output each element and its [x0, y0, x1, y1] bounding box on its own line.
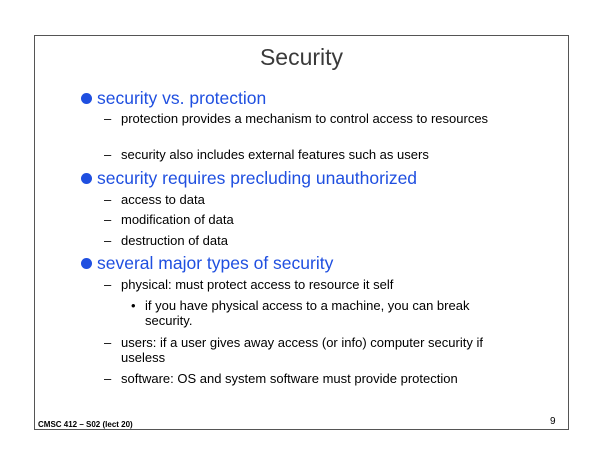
bullet-text: security requires precluding unauthorized [97, 168, 418, 188]
slide-footer: CMSC 412 – S02 (lect 20) [38, 420, 133, 429]
page-number: 9 [550, 416, 556, 427]
subsub-text: if you have physical access to a machine, you can break security. [145, 298, 470, 328]
dash-marker: – [104, 212, 112, 227]
dash-marker: – [104, 233, 112, 248]
sub-text: destruction of data [121, 233, 228, 248]
dash-marker: – [104, 277, 112, 292]
dash-marker: – [104, 111, 112, 126]
dash-marker: – [104, 192, 112, 207]
dash-marker: – [104, 147, 112, 162]
sub-text: modification of data [121, 212, 234, 227]
bullet-dot-icon [81, 173, 92, 184]
small-bullet-icon: • [131, 298, 136, 313]
dash-marker: – [104, 371, 112, 386]
dash-marker: – [104, 335, 112, 350]
bullet-text: several major types of security [97, 253, 334, 273]
bullet-dot-icon [81, 93, 92, 104]
bullet-dot-icon [81, 258, 92, 269]
bullet-text: security vs. protection [97, 88, 267, 108]
sub-text: physical: must protect access to resource it self [121, 277, 394, 292]
sub-text: security also includes external features such as users [121, 147, 429, 162]
sub-text: access to data [121, 192, 205, 207]
slide-title: Security [259, 44, 344, 70]
sub-text: protection provides a mechanism to control access to resources [121, 111, 489, 126]
sub-text: users: if a user gives away access (or info) computer security if useless [121, 335, 483, 365]
sub-text: software: OS and system software must provide protection [121, 371, 458, 386]
